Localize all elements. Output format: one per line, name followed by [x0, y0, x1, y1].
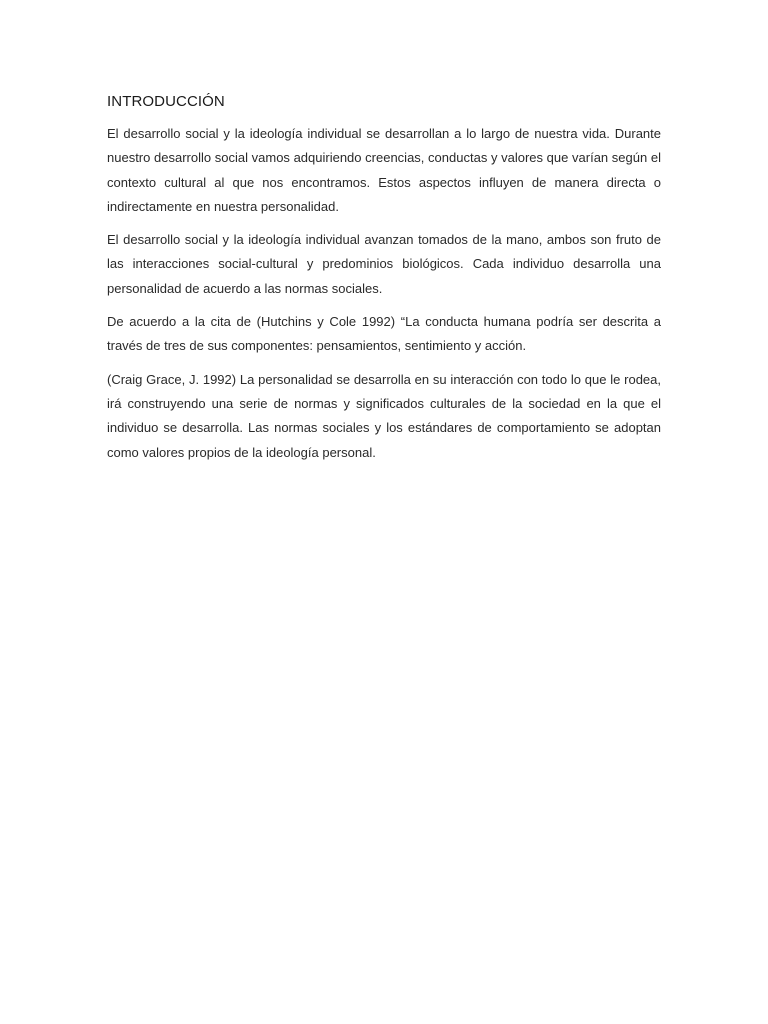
- paragraph-2: El desarrollo social y la ideología individual avanzan tomados de la mano, ambos son fruto de las interacciones social-cultural y predominios biológicos. Cada individuo desarrolla una personalidad de acuerdo a las normas sociales.: [107, 232, 661, 296]
- document-body: [107, 92, 661, 474]
- paragraph-3: De acuerdo a la cita de (Hutchins y Cole 1992) “La conducta humana podría ser descrita a través de tres de sus componentes: pensamientos, sentimiento y acción.: [107, 314, 661, 354]
- section-heading: INTRODUCCIÓN: [107, 93, 225, 110]
- paragraph-1: El desarrollo social y la ideología individual se desarrollan a lo largo de nuestra vida. Durante nuestro desarrollo social vamos adquiriendo creencias, conductas y valores que varían según el contexto cultural al que nos encontramos. Estos aspectos influyen de manera directa o indirectamente en nuestra personalidad.: [107, 126, 661, 214]
- paragraph-4: (Craig Grace, J. 1992) La personalidad se desarrolla en su interacción con todo lo que le rodea, irá construyendo una serie de normas y significados culturales de la sociedad en la que el individuo se desarrolla. Las normas sociales y los estándares de comportamiento se adoptan como valores propios de la ideología personal.: [107, 371, 661, 460]
